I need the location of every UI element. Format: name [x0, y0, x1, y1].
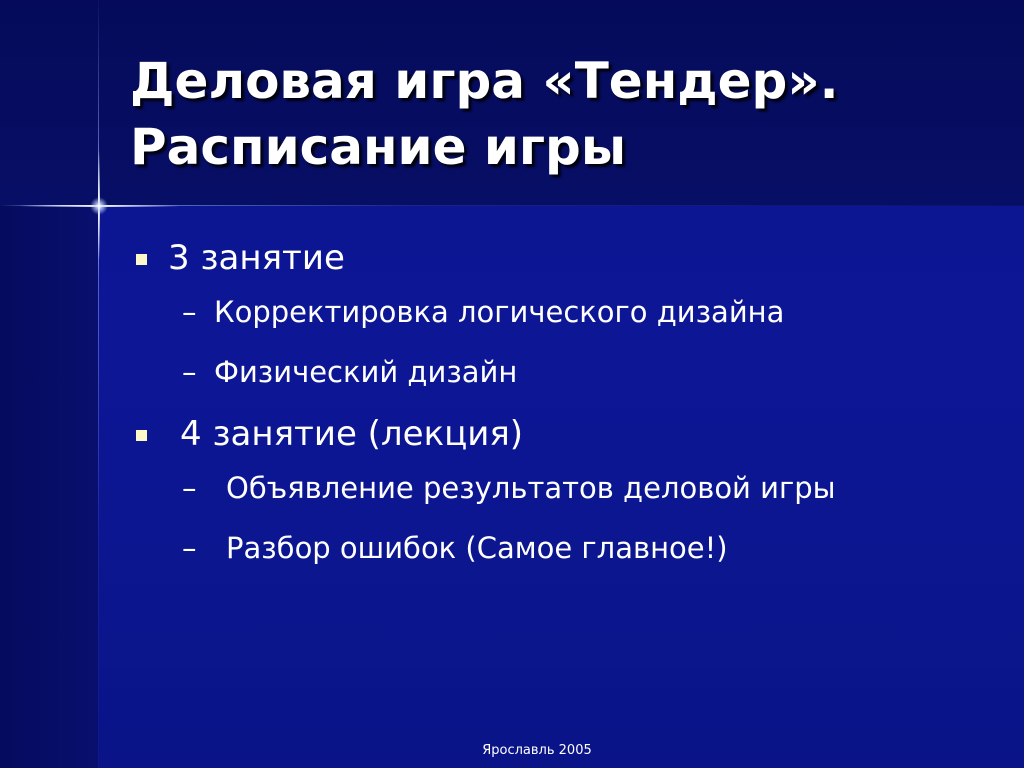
flare-star-icon	[90, 197, 108, 215]
sub-bullet-item	[130, 468, 1010, 508]
vertical-divider	[98, 0, 99, 768]
slide-title	[130, 48, 1000, 180]
sub-bullet-item	[130, 528, 1010, 568]
slide-content	[130, 236, 1010, 588]
bullet-item-text: 4 занятие (лекция)	[180, 414, 524, 454]
dash-bullet: –	[182, 471, 197, 505]
left-band	[0, 206, 98, 768]
title-line-2: Расписание игры	[130, 118, 627, 176]
bullet-item	[130, 412, 1010, 456]
bullet-item	[130, 236, 1010, 280]
square-bullet-icon	[136, 430, 147, 441]
sub-bullet-item	[130, 292, 1010, 332]
title-line-1: Деловая игра «Тендер».	[130, 52, 839, 110]
sub-bullet-text: Объявление результатов деловой игры	[226, 471, 836, 505]
sub-bullet-text: Физический дизайн	[214, 355, 518, 389]
dash-bullet: –	[182, 295, 197, 329]
bullet-item-text: 3 занятие	[168, 238, 345, 278]
dash-bullet: –	[182, 355, 197, 389]
slide-footer: Ярославль 2005	[482, 743, 592, 758]
sub-bullet-item	[130, 352, 1010, 392]
square-bullet-icon	[136, 254, 147, 265]
sub-bullet-text: Корректировка логического дизайна	[214, 295, 785, 329]
dash-bullet: –	[182, 531, 197, 565]
sub-bullet-text: Разбор ошибок (Самое главное!)	[226, 531, 728, 565]
